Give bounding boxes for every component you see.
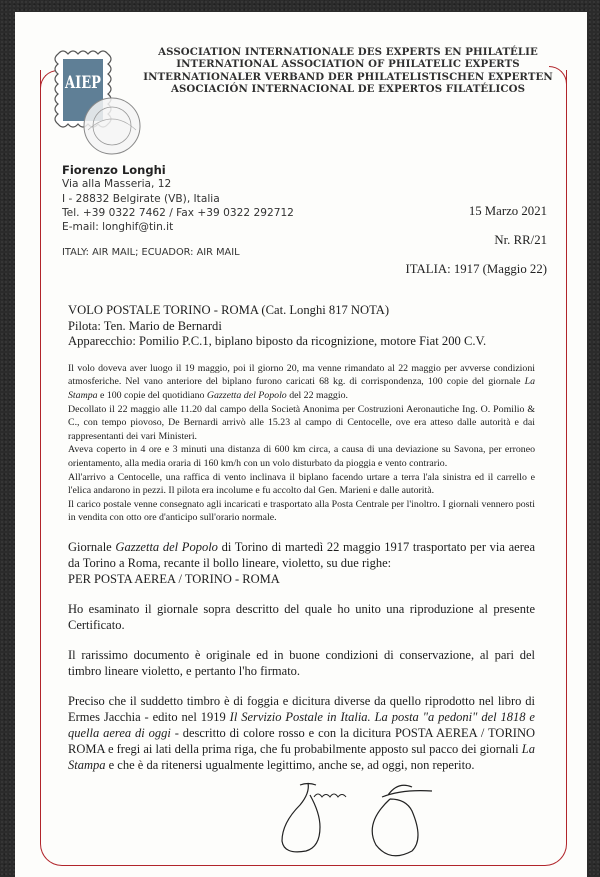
sender-email: E-mail: longhif@tin.it [62,221,174,234]
association-name-fr: ASSOCIATION INTERNATIONALE DES EXPERTS EN PHILATÉLIE [158,46,538,58]
flight-title: VOLO POSTALE TORINO - ROMA (Cat. Longhi 817 NOTA) [68,303,390,317]
flight-pilot: Pilota: Ten. Mario de Bernardi [68,318,222,333]
header-row [15,163,587,303]
certificate-date: 15 Marzo 2021 [468,204,547,218]
history-paragraph-3: Aveva coperto in 4 ore e 3 minuti una distanza di 600 km circa, a causa di una deviazione su Savona, per erroneo orientamento, alla media oraria di 160 km/h con un volo disturbato da pioggia e vento contrario. [68,444,535,469]
association-name-de: INTERNATIONALER VERBAND DER PHILATELISTISCHEN EXPERTEN [143,70,553,83]
certificate-content [15,12,587,867]
flight-history [68,362,535,525]
certificate-meta [406,204,548,291]
certificate-body [68,303,535,867]
history-paragraph-4: All'arrivo a Centocelle, una raffica di vento inclinava il biplano facendo urtare a terra l'ala sinistra ed il carrello e l'elica andarono in pezzi. Il pilota era incolume e fu accolto dal Gen. Marieni e dalle autorità. [68,471,535,497]
examined-statement: Ho esaminato il giornale sopra descritto del quale ho unito una riproduzione al presente Certificato. [68,601,535,632]
sender-address-line1: Via alla Masseria, 12 [62,178,172,191]
history-paragraph-1: Il volo doveva aver luogo il 19 maggio, poi il giorno 20, ma venne rimandato al 22 maggio per avverse condizioni atmosferiche. Nel vano anteriore del biplano furono caricati 68 kg. di corrispondenza, 100 copie del giornale La Stampa e 100 copie del quotidiano Gazzetta del Popolo del 22 maggio. [68,362,535,401]
certificate-paper [15,12,587,877]
association-name-es: ASOCIACIÓN INTERNACIONAL DE EXPERTOS FILATÉLICOS [170,83,526,96]
sender-name: Fiorenzo Longhi [62,163,166,177]
certificate-country-year: ITALIA: 1917 (Maggio 22) [405,262,547,276]
condition-statement: Il rarissimo documento è originale ed in buone condizioni di conservazione, al pari del timbro lineare violetto, e pertanto l'ho firmato. [68,647,535,678]
cancel-text: PER POSTA AEREA / TORINO - ROMA [68,571,280,586]
sender-block [62,163,294,234]
flight-aircraft: Apparecchio: Pomilio P.C.1, biplano biposto da ricognizione, motore Fiat 200 C.V. [68,334,487,349]
association-name-en: INTERNATIONAL ASSOCIATION OF PHILATELIC EXPERTS [176,58,520,71]
flight-info [68,303,535,350]
history-paragraph-5: Il carico postale venne consegnato agli incaricati e trasportato alla Posta Centrale per l'inoltro. I giornali vennero posti in vendita con otto ore d'anticipo sull'orario normale. [68,498,535,524]
logo-text: AIEP [64,73,102,93]
history-paragraph-2: Decollato il 22 maggio alle 11.20 dal campo della Società Anonima per Costruzioni Aeronautiche Ing. O. Pomilio & C., con tempo piovoso, De Bernardi arrivò alle 15.23 al campo di Centocelle, ove era atteso dalle autorità e dai rappresentanti dei vari Ministeri. [68,403,535,442]
airmail-note: ITALY: AIR MAIL; ECUADOR: AIR MAIL [62,247,240,258]
sender-phone: Tel. +39 0322 7462 / Fax +39 0322 292712 [62,206,294,219]
note-statement: Preciso che il suddetto timbro è di foggia e dicitura diverse da quello riprodotto nel libro di Ermes Jacchia - edito nel 1919 Il Servizio Postale in Italia. La posta "a pedoni" del 1818 e quella aerea di oggi - descritto di colore rosso e con la dicitura POSTA AEREA / TORINO ROMA e fregi ai lati della prima riga, che fu probabilmente apposto sul pacco dei giornali La Stampa e che è da ritenersi ugualmente legittimo, anche se, ad oggi, non reperito. [68,693,535,772]
certificate-number: Nr. RR/21 [494,233,547,247]
signature [270,777,440,867]
sender-address-line2: I - 28832 Belgirate (VB), Italia [62,192,220,205]
item-description: Giornale Gazzetta del Popolo di Torino di martedì 22 maggio 1917 trasportato per via aerea da Torino a Roma, recante il bollo lineare, violetto, su due righe: PER POSTA AEREA / TORINO - ROMA [68,539,535,586]
